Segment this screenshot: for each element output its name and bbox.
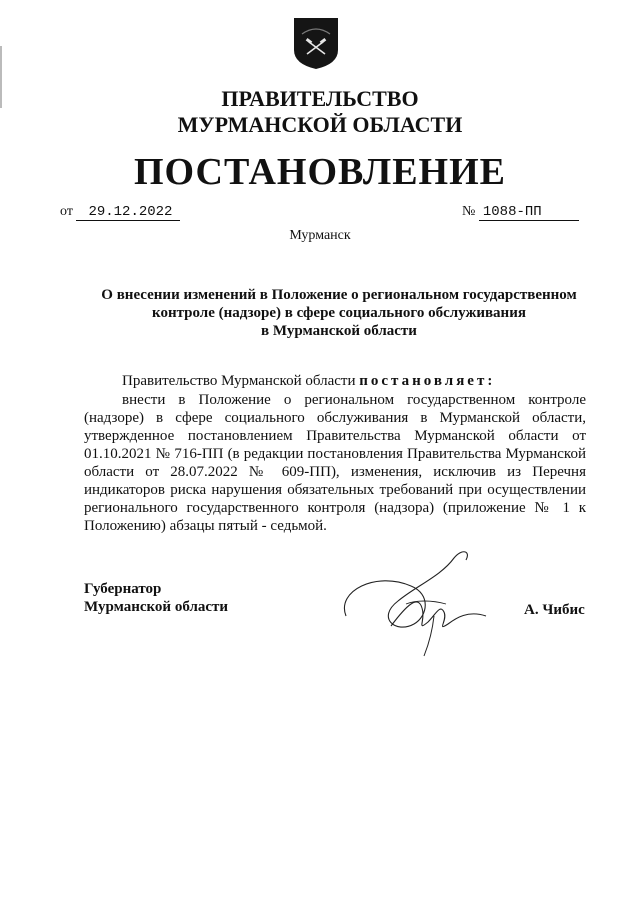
subject-line1: О внесении изменений в Положение о региональном государственном — [101, 287, 577, 303]
resolution-body: внести в Положение о региональном государственном контроле (надзоре) в сфере социального обслуживания в Мурманской области, утвержденное постановлением Правительства Мурманской области от 01.10.2021 № 716-ПП (в редакции постановления Правительства Мурманской области от 28.07.2022 № 609-ПП), изменения, исключив из Перечня индикаторов риска нарушения обязательных требований при осуществлении регионального государственного контроля (надзора) (приложение № 1 к Положению) абзацы пятый - седьмой. — [84, 392, 586, 534]
date-value: 29.12.2022 — [76, 204, 180, 221]
signer-name: А. Чибис — [524, 602, 585, 618]
government-title-line1: ПРАВИТЕЛЬСТВО — [221, 86, 419, 111]
document-type-title: ПОСТАНОВЛЕНИЕ — [133, 151, 507, 193]
document-subject — [74, 286, 604, 340]
number-value: 1088-ПП — [479, 204, 579, 221]
subject-line3: в Мурманской области — [261, 323, 417, 339]
number-prefix: № — [462, 204, 476, 219]
signer-title-line2: Мурманской области — [84, 599, 229, 615]
signer-title — [84, 580, 228, 616]
coat-of-arms-icon — [292, 16, 340, 70]
signature-icon — [336, 546, 506, 661]
government-title-line2: МУРМАНСКОЙ ОБЛАСТИ — [177, 112, 463, 137]
intro-verb: постановляет: — [359, 373, 496, 389]
document-date — [60, 204, 180, 221]
city-name: Мурманск — [289, 228, 351, 243]
document-number — [462, 204, 579, 221]
date-prefix: от — [60, 204, 73, 219]
subject-line2: контроле (надзоре) в сфере социального обслуживания — [152, 305, 526, 321]
intro-text: Правительство Мурманской области — [122, 373, 356, 389]
resolution-intro — [122, 373, 495, 390]
signer-title-line1: Губернатор — [84, 581, 162, 597]
